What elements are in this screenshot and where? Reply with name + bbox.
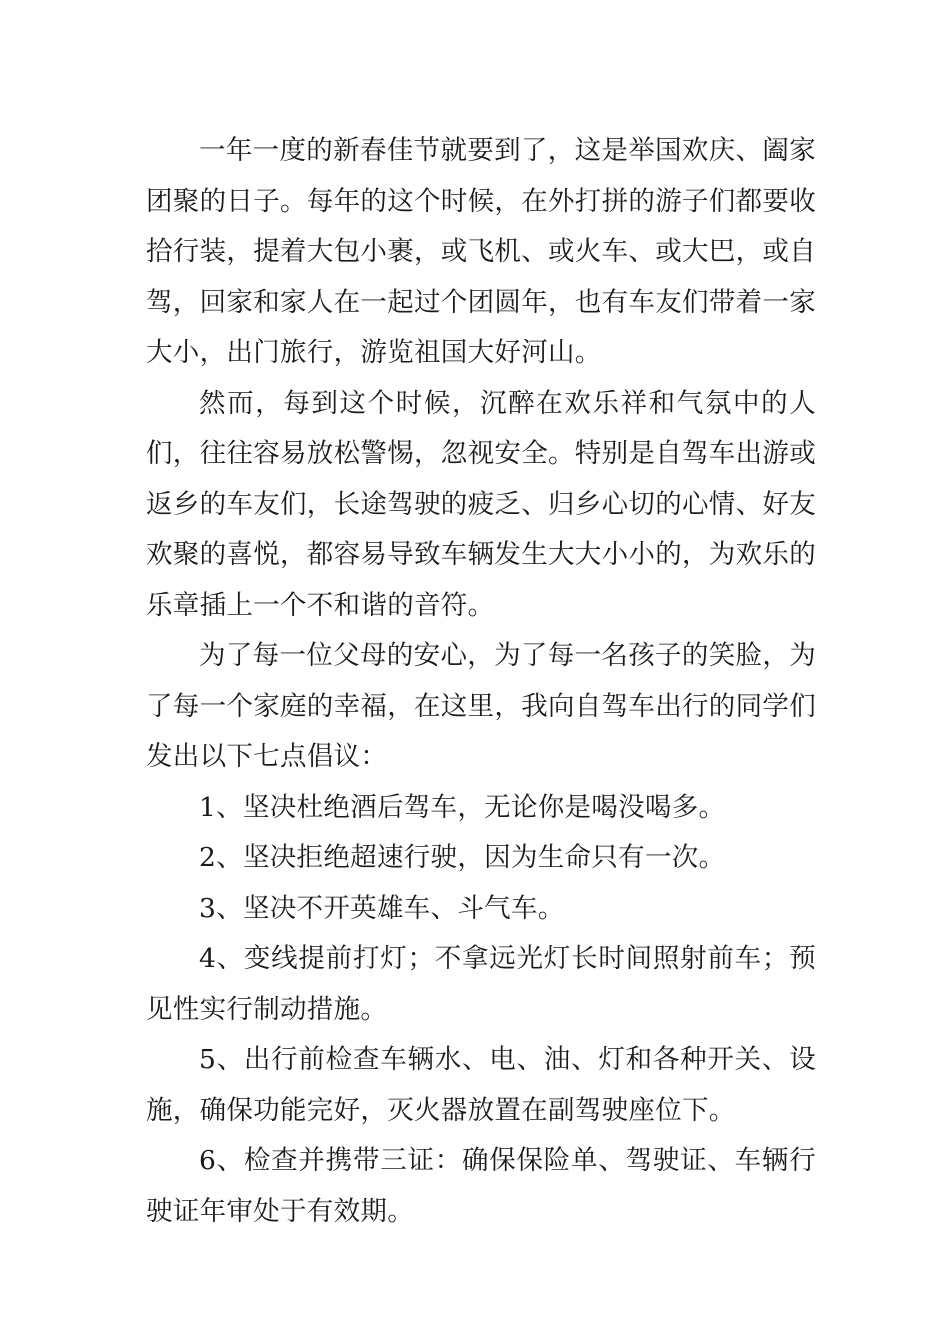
proposal-intro-paragraph: 为了每一位父母的安心，为了每一名孩子的笑脸，为了每一个家庭的幸福，在这里，我向自驾车出行的同学们发出以下七点倡议： [146,640,816,772]
warning-paragraph: 然而，每到这个时候，沉醉在欢乐祥和气氛中的人们，往往容易放松警惕，忽视安全。特别是自驾车出游或返乡的车友们，长途驾驶的疲乏、归乡心切的心情、好友欢聚的喜悦，都容易导致车辆发生大大小小的，为欢乐的乐章插上一个不和谐的音符。 [146,387,816,621]
document-body [146,126,816,1237]
proposal-item-6: 6、检查并携带三证：确保保险单、驾驶证、车辆行驶证年审处于有效期。 [146,1145,816,1227]
proposal-item-5: 5、出行前检查车辆水、电、油、灯和各种开关、设施，确保功能完好，灭火器放置在副驾驶座位下。 [146,1044,816,1126]
proposal-item-1: 1、坚决杜绝酒后驾车，无论你是喝没喝多。 [199,791,726,823]
proposal-item-2: 2、坚决拒绝超速行驶，因为生命只有一次。 [199,842,726,873]
proposal-item-3: 3、坚决不开英雄车、斗气车。 [199,892,565,924]
proposal-item-4: 4、变线提前打灯；不拿远光灯长时间照射前车；预见性实行制动措施。 [146,943,816,1025]
intro-paragraph: 一年一度的新春佳节就要到了，这是举国欢庆、阖家团聚的日子。每年的这个时候，在外打拼的游子们都要收拾行装，提着大包小裹，或飞机、或火车、或大巴，或自驾，回家和家人在一起过个团圆年，也有车友们带着一家大小，出门旅行，游览祖国大好河山。 [146,135,816,368]
